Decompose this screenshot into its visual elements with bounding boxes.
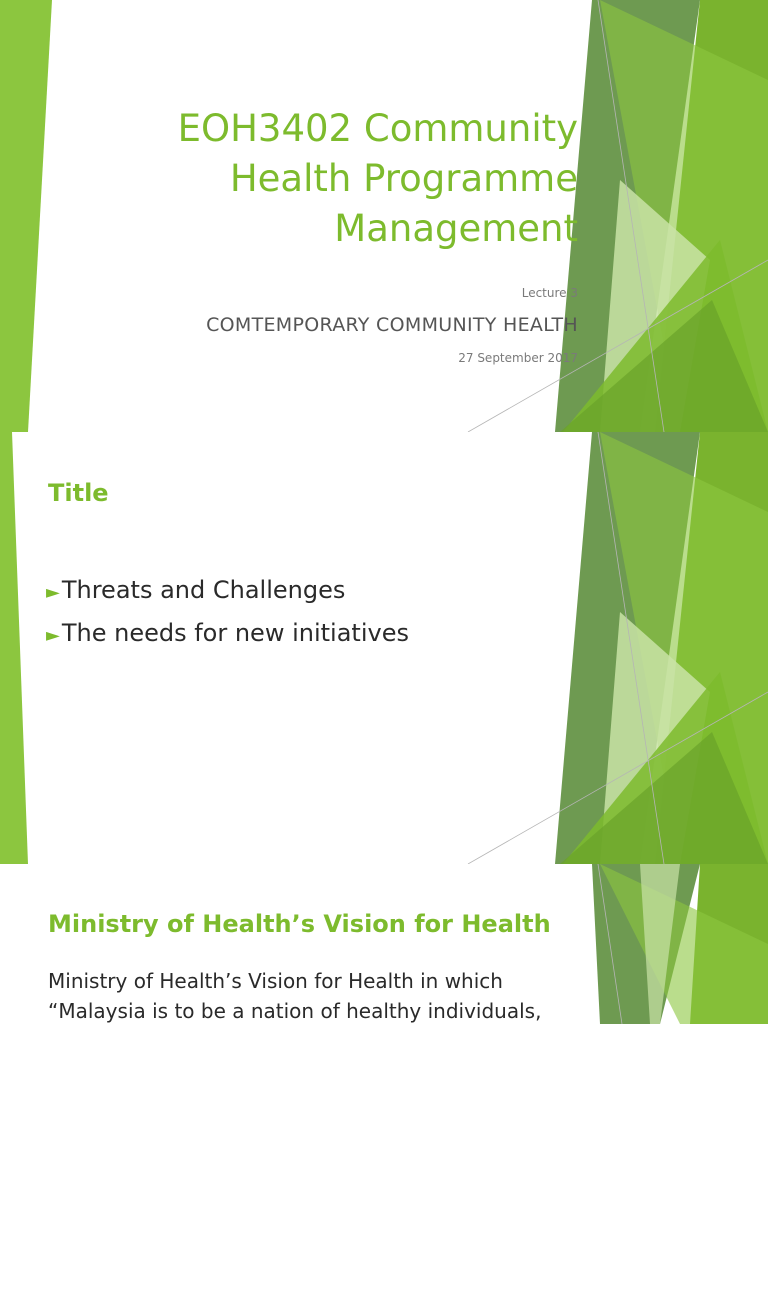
bullet-text: The needs for new initiatives bbox=[61, 619, 409, 647]
content-slide-title bbox=[0, 432, 768, 864]
title-line-3: Management bbox=[334, 207, 578, 250]
presentation-subtitle: COMTEMPORARY COMMUNITY HEALTH bbox=[206, 314, 578, 336]
title-slide bbox=[0, 0, 768, 432]
lecture-label: Lecture 3 bbox=[521, 286, 578, 300]
bullet-item bbox=[46, 574, 409, 617]
triangle-bullet-icon: ► bbox=[46, 625, 60, 646]
body-line-1: Ministry of Health’s Vision for Health in which bbox=[48, 969, 503, 993]
presentation-title bbox=[58, 104, 578, 254]
slide-heading: Ministry of Health’s Vision for Health bbox=[48, 910, 551, 938]
slide-body-text bbox=[48, 966, 568, 1026]
title-line-2: Health Programme bbox=[229, 157, 578, 200]
slide-heading: Title bbox=[48, 479, 109, 507]
content-slide-vision bbox=[0, 864, 768, 1296]
body-line-2: “Malaysia is to be a nation of healthy individuals, bbox=[48, 999, 542, 1023]
presentation-date: 27 September 2017 bbox=[458, 351, 578, 365]
triangle-bullet-icon: ► bbox=[46, 582, 60, 603]
bullet-item bbox=[46, 617, 409, 660]
title-line-1: EOH3402 Community bbox=[177, 107, 578, 150]
bullet-text: Threats and Challenges bbox=[61, 576, 346, 604]
bullet-list bbox=[46, 574, 409, 660]
